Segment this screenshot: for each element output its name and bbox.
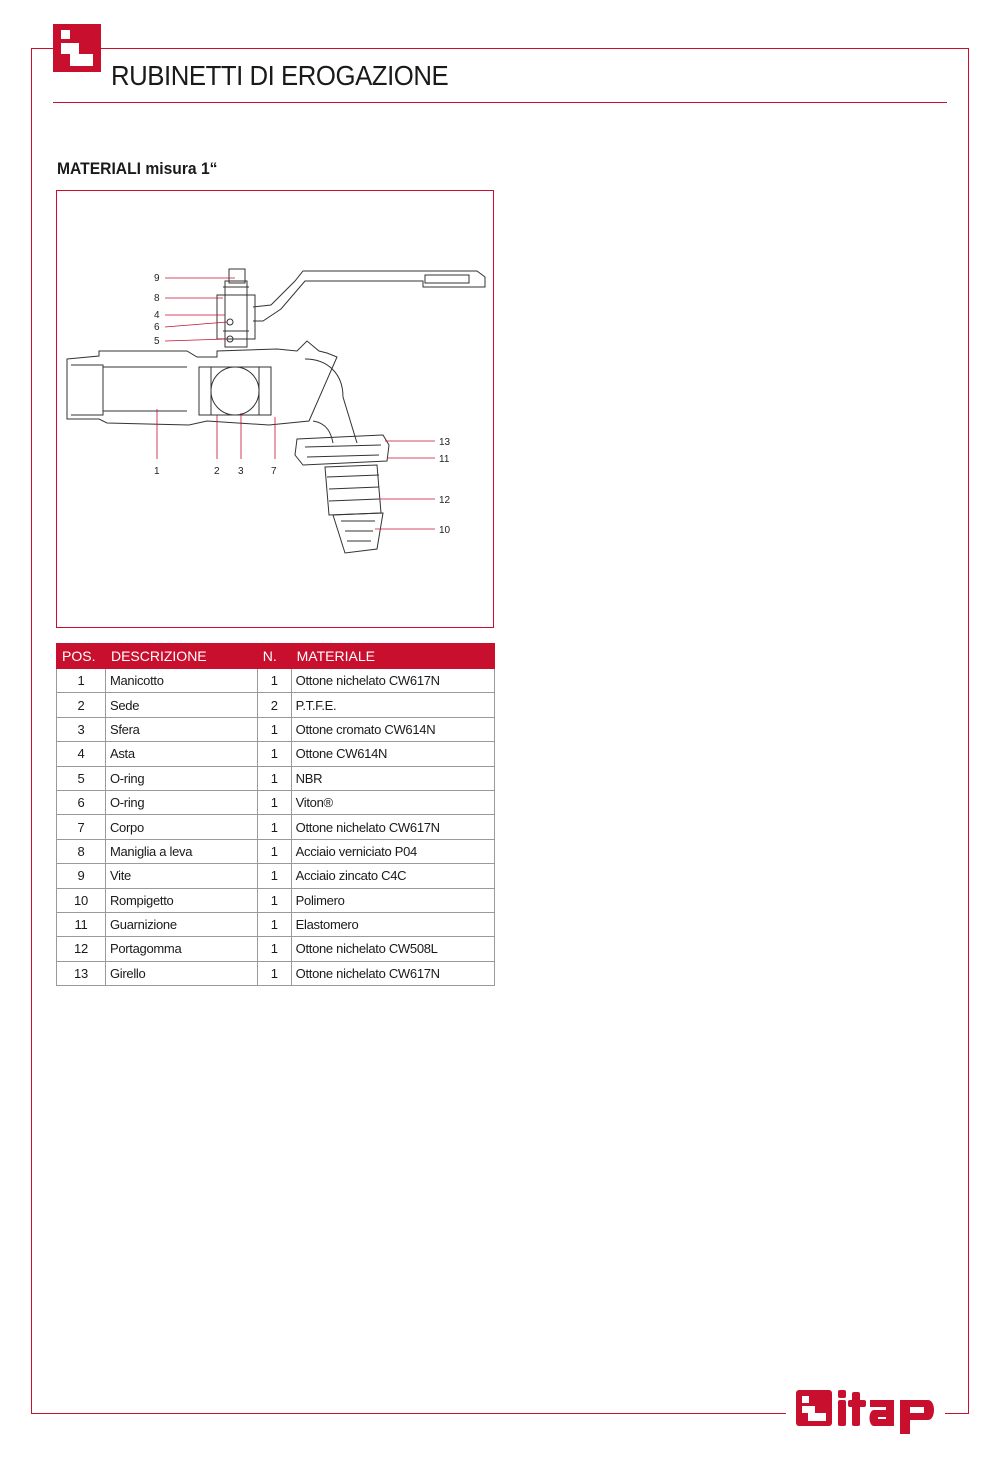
cell-descrizione: O-ring: [105, 766, 257, 790]
cell-pos: 12: [57, 937, 106, 961]
table-row: [57, 912, 495, 936]
cell-n: 1: [257, 717, 291, 741]
table-row: [57, 888, 495, 912]
cell-n: 1: [257, 669, 291, 693]
cell-materiale: Ottone nichelato CW617N: [291, 815, 494, 839]
cell-materiale: Ottone cromato CW614N: [291, 717, 494, 741]
cell-pos: 9: [57, 864, 106, 888]
cell-n: 1: [257, 961, 291, 985]
cell-materiale: Acciaio zincato C4C: [291, 864, 494, 888]
table-row: [57, 669, 495, 693]
frame-line-bottom: [31, 1413, 786, 1414]
table-row: [57, 864, 495, 888]
callout-label: 12: [439, 495, 451, 506]
cell-descrizione: Maniglia a leva: [105, 839, 257, 863]
cell-materiale: Ottone nichelato CW617N: [291, 669, 494, 693]
cell-pos: 3: [57, 717, 106, 741]
cell-descrizione: Portagomma: [105, 937, 257, 961]
cell-descrizione: Asta: [105, 742, 257, 766]
callout-label: 8: [154, 293, 160, 304]
cell-descrizione: Girello: [105, 961, 257, 985]
table-row: [57, 937, 495, 961]
cell-pos: 8: [57, 839, 106, 863]
callout-label: 10: [439, 525, 451, 536]
table-header-row: [57, 644, 495, 669]
table-row: [57, 766, 495, 790]
cell-descrizione: Corpo: [105, 815, 257, 839]
cell-pos: 2: [57, 693, 106, 717]
cell-pos: 1: [57, 669, 106, 693]
cell-n: 1: [257, 742, 291, 766]
cell-n: 1: [257, 888, 291, 912]
cell-n: 1: [257, 937, 291, 961]
callout-label: 9: [154, 273, 160, 284]
frame-line-left: [31, 48, 32, 1413]
tap-drawing-svg: [57, 191, 495, 629]
cell-materiale: Viton®: [291, 790, 494, 814]
itap-logo-icon: [794, 1386, 940, 1441]
title-divider: [53, 102, 947, 103]
cell-descrizione: Sfera: [105, 717, 257, 741]
header-descrizione: DESCRIZIONE: [105, 644, 257, 669]
cell-pos: 4: [57, 742, 106, 766]
page-title: RUBINETTI DI EROGAZIONE: [111, 60, 449, 91]
section-title: MATERIALI misura 1“: [57, 159, 218, 178]
itap-corner-logo-icon: [53, 24, 101, 72]
cell-pos: 11: [57, 912, 106, 936]
callout-label: 2: [214, 466, 220, 477]
callout-label: 11: [439, 454, 450, 465]
cell-descrizione: Guarnizione: [105, 912, 257, 936]
frame-line-bottom-right: [945, 1413, 969, 1414]
header-materiale: MATERIALE: [291, 644, 494, 669]
tap-cross-section-drawing: [56, 190, 494, 628]
cell-pos: 6: [57, 790, 106, 814]
cell-n: 1: [257, 864, 291, 888]
cell-n: 1: [257, 839, 291, 863]
cell-pos: 5: [57, 766, 106, 790]
cell-n: 1: [257, 790, 291, 814]
cell-n: 1: [257, 766, 291, 790]
callout-label: 13: [439, 437, 451, 448]
header-pos: POS.: [57, 644, 106, 669]
cell-descrizione: Manicotto: [105, 669, 257, 693]
callout-label: 5: [154, 336, 160, 347]
cell-materiale: Ottone nichelato CW508L: [291, 937, 494, 961]
callout-label: 6: [154, 322, 160, 333]
cell-pos: 7: [57, 815, 106, 839]
callout-label: 7: [271, 466, 277, 477]
cell-n: 2: [257, 693, 291, 717]
callout-label: 1: [154, 466, 160, 477]
frame-line-top-left: [31, 48, 53, 49]
cell-descrizione: Vite: [105, 864, 257, 888]
callout-label: 3: [238, 466, 244, 477]
cell-descrizione: O-ring: [105, 790, 257, 814]
cell-pos: 13: [57, 961, 106, 985]
cell-materiale: P.T.F.E.: [291, 693, 494, 717]
table-row: [57, 742, 495, 766]
table-row: [57, 839, 495, 863]
table-row: [57, 717, 495, 741]
callout-label: 4: [154, 310, 160, 321]
header-n: N.: [257, 644, 291, 669]
cell-descrizione: Rompigetto: [105, 888, 257, 912]
cell-pos: 10: [57, 888, 106, 912]
table-row: [57, 961, 495, 985]
cell-materiale: Elastomero: [291, 912, 494, 936]
cell-materiale: Polimero: [291, 888, 494, 912]
frame-line-right: [968, 48, 969, 1413]
materials-table: [56, 643, 495, 986]
cell-n: 1: [257, 815, 291, 839]
cell-descrizione: Sede: [105, 693, 257, 717]
cell-materiale: NBR: [291, 766, 494, 790]
table-row: [57, 790, 495, 814]
table-row: [57, 693, 495, 717]
cell-materiale: Acciaio verniciato P04: [291, 839, 494, 863]
cell-n: 1: [257, 912, 291, 936]
cell-materiale: Ottone nichelato CW617N: [291, 961, 494, 985]
cell-materiale: Ottone CW614N: [291, 742, 494, 766]
table-row: [57, 815, 495, 839]
frame-line-top: [101, 48, 969, 49]
